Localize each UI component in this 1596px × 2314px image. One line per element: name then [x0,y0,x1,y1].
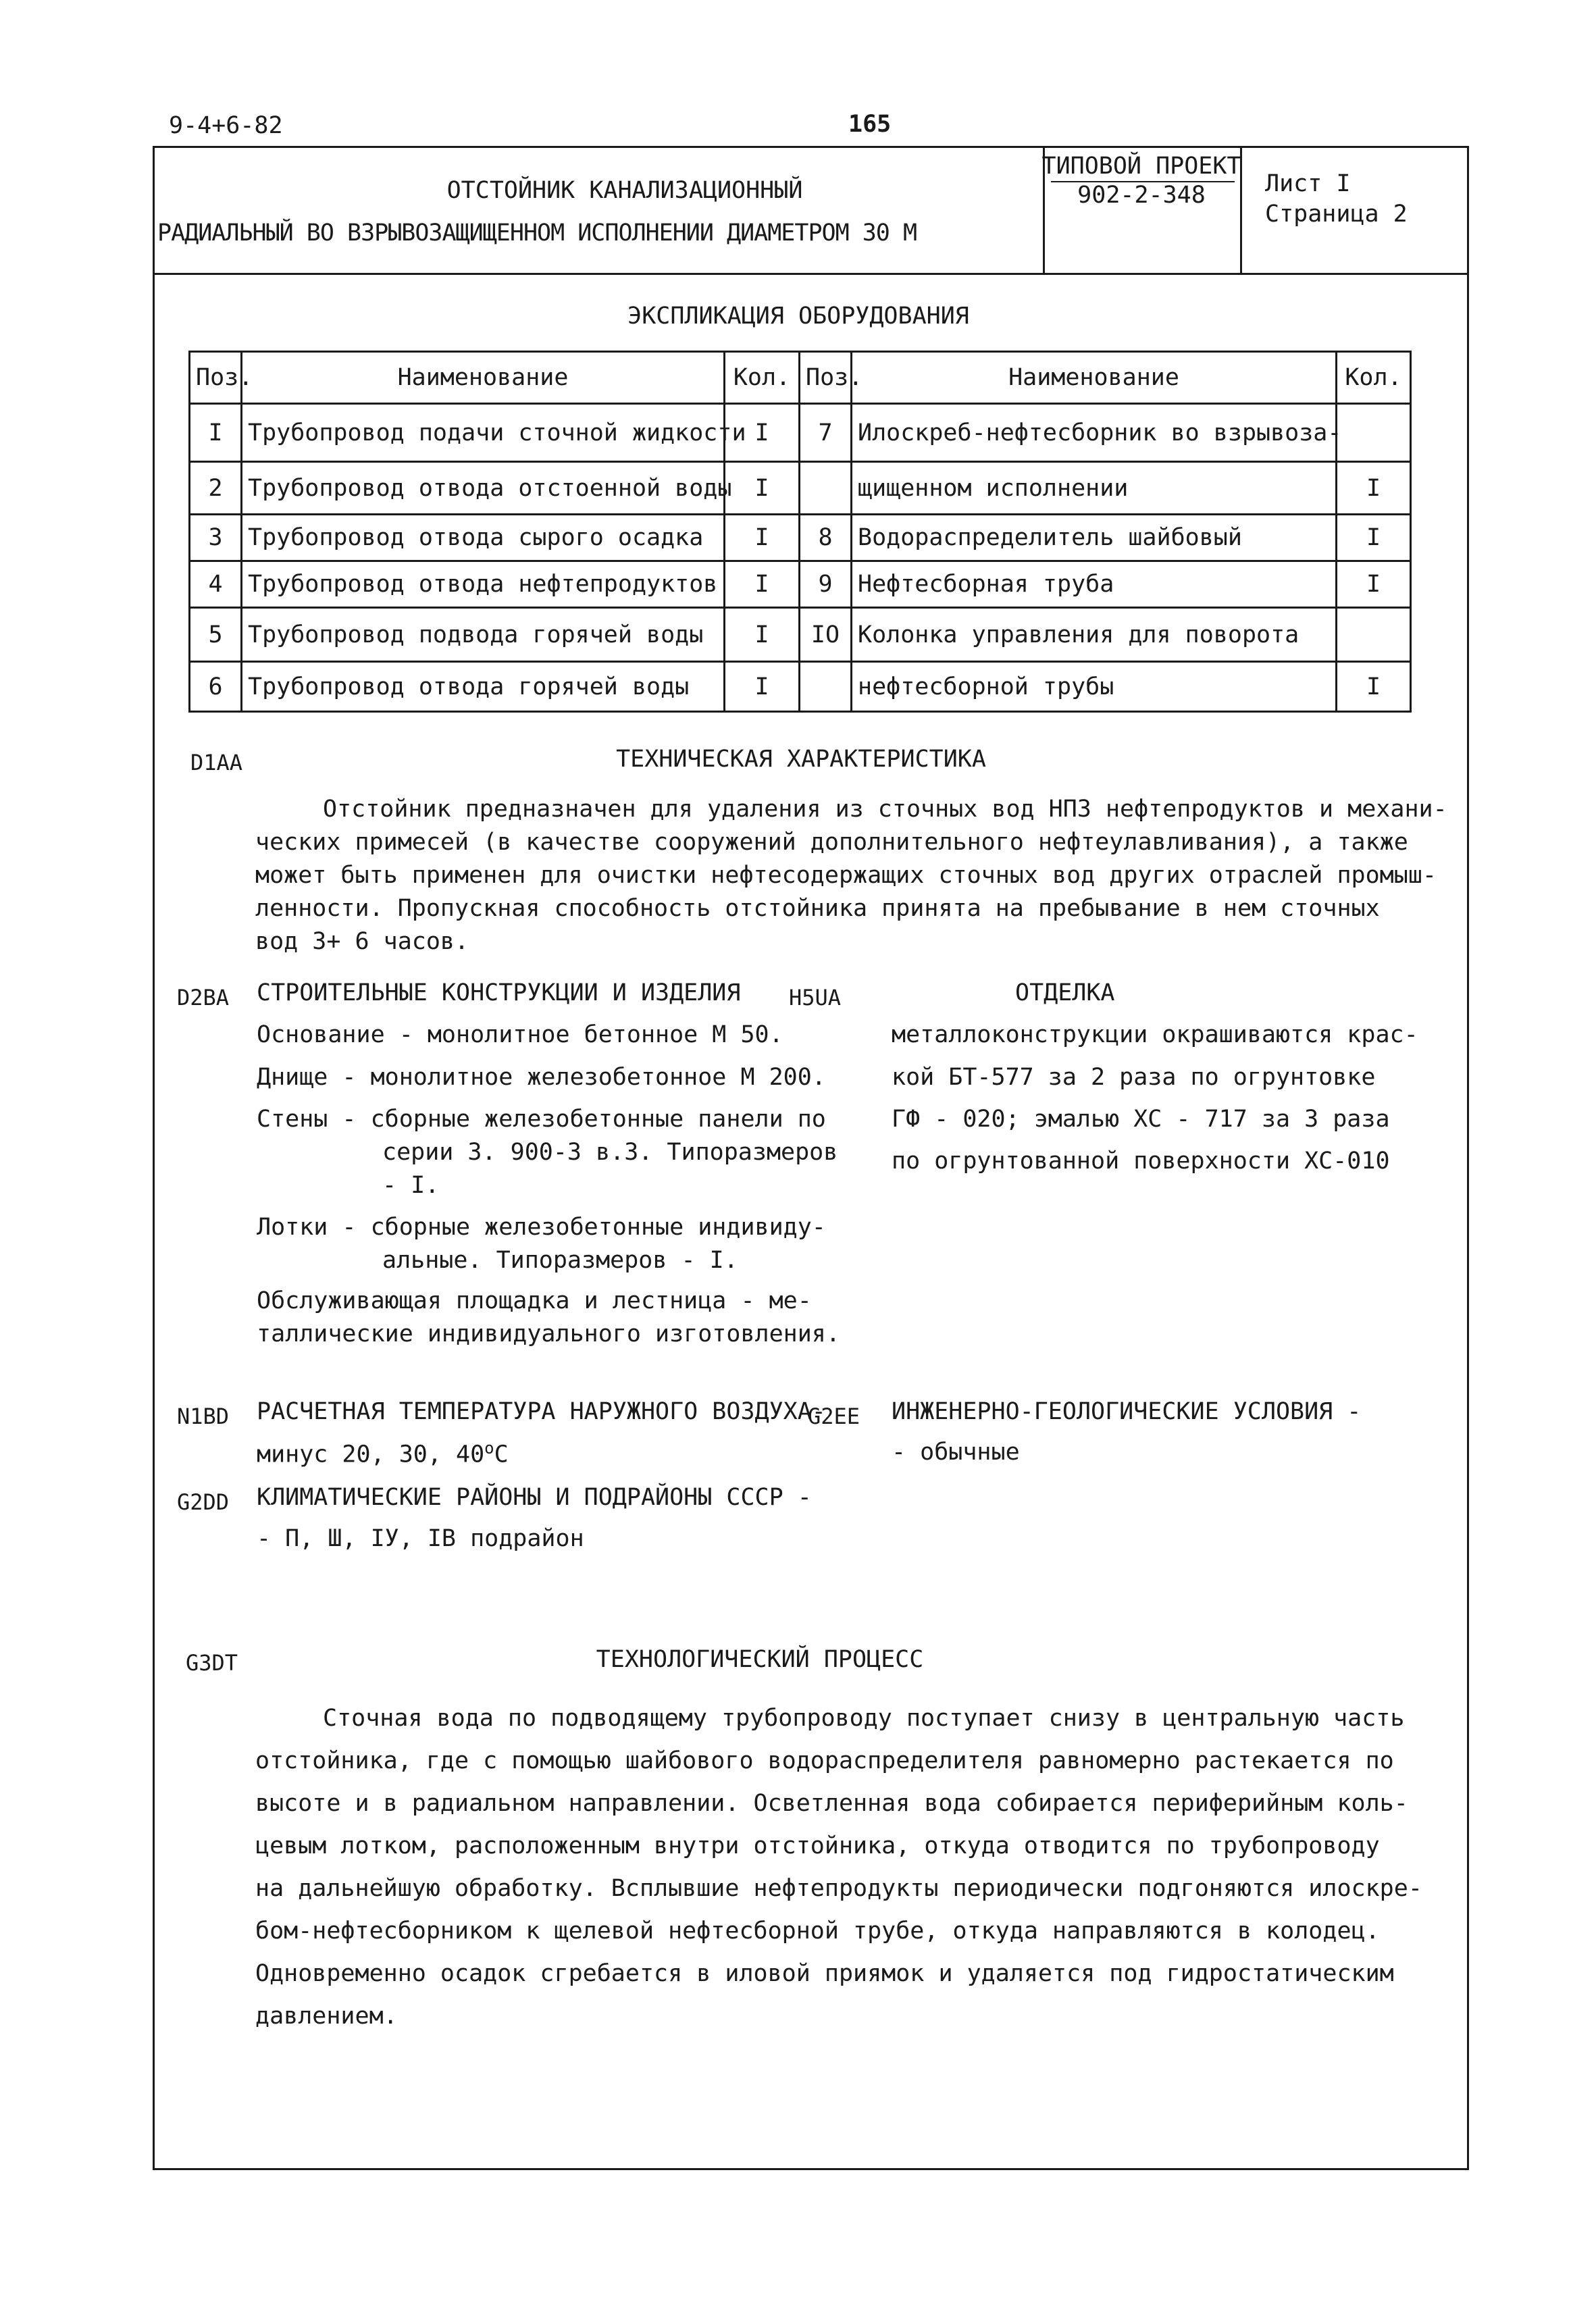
tech-code: D1AA [190,750,243,775]
construction-trays: Лотки - сборные железобетонные индивиду- [257,1214,826,1241]
table-cell: Трубопровод отвода отстоенной воды [242,462,725,515]
table-cell: I [1337,515,1411,561]
equipment-table [188,351,1412,713]
construction-title: СТРОИТЕЛЬНЫЕ КОНСТРУКЦИИ И ИЗДЕЛИЯ [257,979,741,1006]
finish-line: кой БТ-577 за 2 раза по огрунтовке [892,1064,1376,1091]
table-cell: IO [800,608,852,662]
table-cell: 5 [190,608,242,662]
table-cell: Трубопровод подвода горячей воды [242,608,725,662]
table-cell: 2 [190,462,242,515]
process-line: отстойника, где с помощью шайбового водораспределителя равномерно растекается по [255,1747,1394,1774]
table-cell: 7 [800,404,852,462]
project-number: 902-2-348 [1077,182,1206,209]
table-cell: Колонка управления для поворота [852,608,1337,662]
col-header: Наименование [852,352,1337,404]
temperature-title: РАСЧЕТНАЯ ТЕМПЕРАТУРА НАРУЖНОГО ВОЗДУХА- [257,1398,826,1425]
temperature-value-text: минус 20, 30, 40 [257,1441,485,1468]
table-cell: Илоскреб-нефтесборник во взрывоза- [852,404,1337,462]
page-label: Страница 2 [1265,201,1408,228]
table-cell: 3 [190,515,242,561]
process-line: Одновременно осадок сгребается в иловой приямок и удаляется под гидростатическим [255,1960,1394,1987]
table-row [190,515,1411,561]
equipment-title: ЭКСПЛИКАЦИЯ ОБОРУДОВАНИЯ [627,303,969,330]
construction-trays: альные. Типоразмеров - I. [382,1247,738,1274]
table-cell: нефтесборной трубы [852,662,1337,712]
table-cell: I [1337,561,1411,608]
construction-platform: таллические индивидуального изготовления. [257,1320,840,1347]
table-cell: Трубопровод подачи сточной жидкости [242,404,725,462]
doc-code: 9-4+6-82 [169,112,283,139]
col-header: Поз. [800,352,852,404]
geology-code: G2EE [808,1404,860,1429]
table-row [190,462,1411,515]
table-cell: 8 [800,515,852,561]
table-row [190,404,1411,462]
table-cell: щищенном исполнении [852,462,1337,515]
table-cell: I [1337,462,1411,515]
table-row [190,608,1411,662]
process-line: давлением. [255,2003,398,2030]
table-cell: I [725,608,800,662]
table-cell: I [725,561,800,608]
title-line-2: РАДИАЛЬНЫЙ ВО ВЗРЫВОЗАЩИЩЕННОМ ИСПОЛНЕНИИ ДИАМЕТРОМ 30 М [157,220,917,247]
table-header-row [190,352,1411,404]
table-cell [1337,608,1411,662]
page-number: 165 [848,111,892,138]
process-line: цевым лотком, расположенным внутри отстойника, откуда отводится по трубопроводу [255,1832,1380,1859]
col-header: Кол. [725,352,800,404]
climate-title: КЛИМАТИЧЕСКИЕ РАЙОНЫ И ПОДРАЙОНЫ СССР - [257,1484,812,1511]
table-cell: Трубопровод отвода нефтепродуктов [242,561,725,608]
table-cell [800,462,852,515]
finish-line: по огрунтованной поверхности ХС-010 [892,1148,1390,1175]
finish-title: ОТДЕЛКА [1015,979,1115,1006]
tech-title: ТЕХНИЧЕСКАЯ ХАРАКТЕРИСТИКА [616,746,986,773]
construction-bottom: Днище - монолитное железобетонное М 200. [257,1064,826,1091]
table-cell: I [725,462,800,515]
climate-code: G2DD [177,1489,230,1515]
process-line: бом-нефтесборником к щелевой нефтесборной трубе, откуда направляются в колодец. [255,1918,1380,1945]
construction-base: Основание - монолитное бетонное М 50. [257,1021,783,1048]
table-cell: 4 [190,561,242,608]
table-cell: Трубопровод отвода сырого осадка [242,515,725,561]
finish-code: H5UA [789,985,842,1010]
process-line: Сточная вода по подводящему трубопроводу поступает снизу в центральную часть [323,1705,1405,1732]
sheet-number: Лист I [1265,170,1351,197]
table-cell: Трубопровод отвода горячей воды [242,662,725,712]
col-header: Наименование [242,352,725,404]
construction-walls: Стены - сборные железобетонные панели по [257,1106,826,1133]
col-header: Кол. [1337,352,1411,404]
degree-sup: о [484,1439,494,1458]
process-line: на дальнейшую обработку. Всплывшие нефтепродукты периодически подгоняются илоскре- [255,1875,1422,1902]
col-header: Поз. [190,352,242,404]
title-line-1: ОТСТОЙНИК КАНАЛИЗАЦИОННЫЙ [446,177,803,204]
table-cell: Водораспределитель шайбовый [852,515,1337,561]
temperature-value [257,1439,509,1468]
table-cell: 6 [190,662,242,712]
project-label: ТИПОВОЙ ПРОЕКТ [1041,153,1241,180]
table-cell: I [725,515,800,561]
table-cell: 9 [800,561,852,608]
table-row [190,561,1411,608]
temperature-code: N1BD [177,1404,230,1429]
construction-platform: Обслуживающая площадка и лестница - ме- [257,1287,812,1314]
table-cell: Нефтесборная труба [852,561,1337,608]
construction-walls: серии 3. 900-3 в.3. Типоразмеров [382,1139,838,1166]
table-cell: I [190,404,242,462]
table-cell: I [725,404,800,462]
table-cell [1337,404,1411,462]
finish-line: металлоконструкции окрашиваются крас- [892,1021,1418,1048]
geology-title: ИНЖЕНЕРНО-ГЕОЛОГИЧЕСКИЕ УСЛОВИЯ - [892,1398,1362,1425]
tech-line: Отстойник предназначен для удаления из сточных вод НПЗ нефтепродуктов и механи- [323,796,1447,823]
tech-line: вод 3+ 6 часов. [255,928,469,955]
process-code: G3DT [186,1650,238,1676]
tech-line: может быть применен для очистки нефтесодержащих сточных вод других отраслей промыш- [255,862,1437,889]
table-row [190,662,1411,712]
temperature-unit: С [494,1441,509,1468]
geology-value: - обычные [892,1439,1020,1466]
table-cell: I [725,662,800,712]
construction-code: D2BA [177,985,230,1010]
tech-line: ленности. Пропускная способность отстойника принята на пребывание в нем сточных [255,895,1380,922]
table-cell [800,662,852,712]
process-line: высоте и в радиальном направлении. Осветленная вода собирается периферийным коль- [255,1790,1408,1817]
finish-line: ГФ - 020; эмалью ХС - 717 за 3 раза [892,1106,1390,1133]
construction-walls: - I. [382,1172,440,1199]
tech-line: ческих примесей (в качестве сооружений дополнительного нефтеулавливания), а также [255,829,1408,856]
process-title: ТЕХНОЛОГИЧЕСКИЙ ПРОЦЕСС [596,1646,924,1673]
table-cell: I [1337,662,1411,712]
climate-value: - П, Ш, IУ, IВ подрайон [257,1525,584,1552]
